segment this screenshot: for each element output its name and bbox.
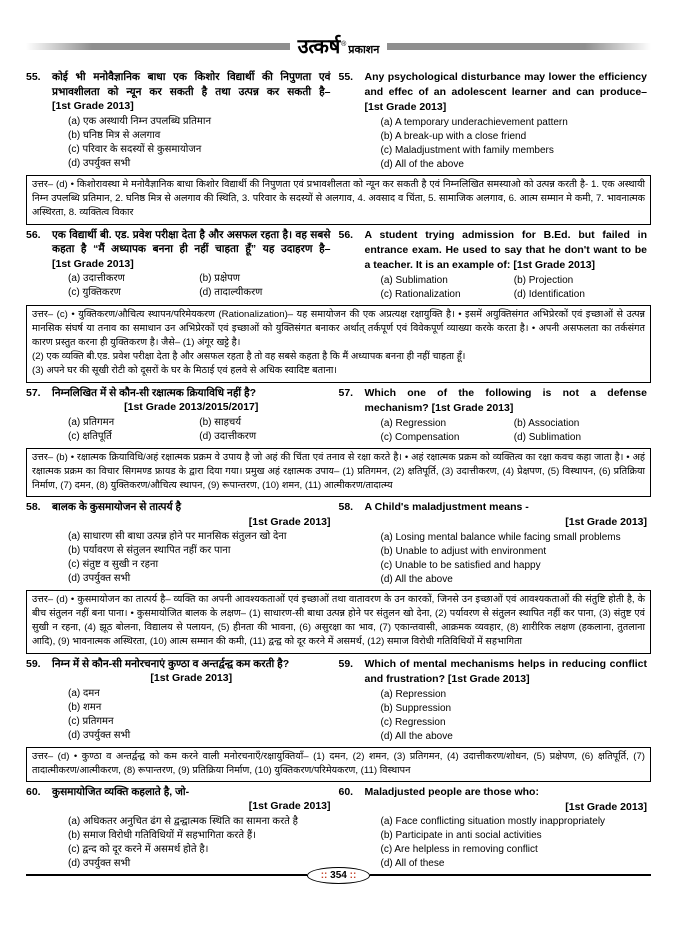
question-block-57 [26,386,651,445]
answer-explanation-56 [26,305,651,383]
option-item[interactable]: (d) तादाल्यीकरण [199,287,263,299]
option-item[interactable]: (d) उपर्युक्त सभी [68,857,131,869]
option-item[interactable]: (d) Identification [513,288,585,300]
option-list [52,272,331,300]
option-row [52,286,331,300]
question-55-english [339,70,652,172]
question-stem: कोई भी मनोवैज्ञानिक बाधा एक किशोर विद्यार्थी की निपुणता एवं प्रभावशीलता को न्यून कर सकती है तथा उत्पन्न कर सकती है– [1st Grade 2013] [52,71,331,112]
question-stem: कुसमायोजित व्यक्ति कहलाते है, जो- [52,785,190,798]
option-item[interactable]: (d) उपर्युक्त सभी [68,573,131,585]
option-item[interactable]: (a) Repression [380,688,447,700]
question-57-hindi [26,386,339,445]
question-number: 58. [26,501,41,514]
option-item[interactable]: (c) परिवार के सदस्यों से कुसमायोजन [68,143,202,155]
question-number: 60. [26,785,41,798]
exam-source-tag: [1st Grade 2013] [150,672,233,685]
option-item[interactable]: (d) उदात्तीकरण [199,430,257,442]
option-list [365,688,648,744]
option-item[interactable]: (c) द्वन्द को दूर करने में असमर्थ होते है। [68,843,209,855]
question-number: 57. [26,386,41,399]
option-item[interactable]: (b) समाज विरोधी गतिविधियों में सहभागिता करते हैं। [68,829,256,841]
question-58-english [339,500,652,587]
exam-source-tag: [1st Grade 2013] [364,101,447,113]
question-number: 58. [338,501,354,514]
question-block-59 [26,657,651,744]
option-item[interactable]: (c) Regression [380,716,446,728]
page-header [26,28,651,64]
option-item[interactable]: (a) एक अस्थायी निम्न उपलब्धि प्रतिमान [68,115,212,127]
answer-extra-line: (3) अपने घर की सूखी रोटी को दूसरों के घर के मिठाई एवं हलवे से अधिक स्वादिष्ट बताना। [32,365,338,377]
option-row [52,430,331,444]
page-dots-left: :: [320,869,328,881]
option-item[interactable]: (b) Projection [513,274,574,286]
page-footer [26,860,651,890]
answer-main: उत्तर– (c) • युक्तिकरण/औचित्य स्थापन/परिमेयकरण (Rationalization)– यह समायोजन की एक अप्रत्यक्ष रक्षायुक्ति है। • इसमें अयुक्तिसंगत अभिप्रेरकों एवं इच्छाओं से उत्पन्न मानसिक संघर्ष या तनाव का समाधान उन अभिप्रेरकों एवं इच्छाओं को युक्तिसंगत बनाकर अर्थात् तर्कपूर्ण एवं विवेकपूर्ण व्याख्या करके करता है। • अपनी असफलता का तर्कसंगत कारण प्रस्तुत करना ही युक्तिकरण है। जैसे– (1) अंगूर खट्टे है। [32,308,645,349]
answer-extra-line: (2) एक व्यक्ति बी.एड. प्रवेश परीक्षा देता है और असफल रहता है तो वह सबसे कहता है कि मैं अध्यापक बनना ही नहीं चाहता हूँ। [32,351,466,363]
question-58-hindi [26,500,339,587]
footer-rule-left [26,874,307,875]
option-list [52,115,331,171]
question-stem: Which one of the following is not a defense mechanism? [1st Grade 2013] [364,386,647,414]
option-item[interactable]: (d) All of the above [380,159,464,170]
option-item[interactable]: (a) Face conflicting situation mostly inappropriately [380,816,606,828]
question-number: 57. [338,386,354,399]
header-rule-left [26,43,290,50]
option-list [365,417,648,445]
question-block-58 [26,500,651,587]
question-stem: बालक के कुसमायोजन से तात्पर्य है [52,501,182,514]
exam-source-tag: [1st Grade 2013] [431,401,514,414]
option-item[interactable]: (c) युक्तिकरण [68,287,121,299]
exam-source-tag: [1st Grade 2013] [248,800,331,813]
question-56-hindi [26,228,339,302]
exam-source-tag: [1st Grade 2013] [447,672,530,685]
option-item[interactable]: (c) Unable to be satisfied and happy [380,559,541,571]
question-number: 55. [26,71,41,83]
option-item[interactable]: (b) A break-up with a close friend [380,131,527,142]
question-stem: Maladjusted people are those who: [364,785,539,798]
option-row [365,288,648,302]
option-item[interactable]: (b) पर्यावरण से संतुलन स्थापित नहीं कर पाना [68,545,231,557]
option-item[interactable]: (b) शमन [68,701,102,713]
question-stem: Any psychological disturbance may lower the efficiency and effec of an adolescent learner and can produce– [1st Grade 2013] [364,71,647,113]
option-list [365,274,648,302]
option-row [365,274,648,288]
option-list [52,687,331,743]
question-stem: A student trying admission for B.Ed. but failed in entrance exam. He used to say that he don't want to be a teacher. It is an example of: [1st Grade 2013] [364,228,647,271]
option-item[interactable]: (c) क्षतिपूर्ति [68,430,112,442]
option-item[interactable]: (b) घनिष्ठ मित्र से अलगाव [68,129,161,141]
option-list [52,530,331,586]
logo-sub-text: प्रकाशन [348,42,380,56]
exam-source-tag: [1st Grade 2013] [52,100,134,112]
option-item[interactable]: (c) संतुष्ट व सुखी न रहना [68,559,159,571]
answer-explanation-57: उत्तर– (b) • रक्षात्मक क्रियाविधि/अहं रक्षात्मक प्रक्रम वे उपाय है जो अहं की चिंता एवं तनाव से रक्षा करते है। • अहं रक्षात्मक प्रक्रम को व्यक्तित्व का रक्षा कवच कहा जाता है। • अहं रक्षात्मक प्रक्रम का विचार सिगमण्ड फ्रायड के द्वारा दिया गया। प्रमुख अहं रक्षात्मक उपाय– (1) प्रतिगमन, (2) क्षतिपूर्ति, (3) उदात्तीकरण, (4) प्रेक्षपण, (5) विस्थापन, (6) प्रतिक्रिया निर्माण, (7) दमन, (8) युक्तिकरण/औचित्य स्थापन, (9) रूपान्तरण, (10) शमन, (11) आत्मीकरण/तादात्म्य [26,448,651,498]
footer-rule-right [370,874,651,875]
question-number: 55. [338,71,354,83]
question-number: 59. [26,657,41,670]
option-item[interactable]: (d) All the above [380,573,453,585]
question-59-english [339,657,652,744]
question-stem: निम्न में से कौन-सी मनोरचनाएं कुण्ठा व अन्तर्द्वन्द्व कम करती है? [52,657,290,670]
question-block-56 [26,228,651,302]
page-number: 354 [330,869,347,881]
option-row [365,431,648,445]
option-list [365,116,648,172]
option-item[interactable]: (d) All of these [380,858,445,870]
option-item[interactable]: (b) Unable to adjust with environment [380,545,547,557]
option-item[interactable]: (c) Are helpless in removing conflict [380,844,538,856]
option-item[interactable]: (b) Suppression [380,702,452,714]
exam-source-tag: [1st Grade 2013] [52,257,134,270]
answer-explanation-59: उत्तर– (d) • कुण्ठा व अन्तर्द्वन्द्व को कम करने वाली मनोरचनाएँ/रक्षायुक्तियाँ– (1) दमन, (2) शमन, (3) प्रतिगमन, (4) उदात्तीकरण/शोधन, (5) प्रक्षेपण, (6) क्षतिपूर्ति, (7) तादात्मीकरण/आत्मीकरण, (8) रूपान्तरण, (9) प्रतिक्रिया निर्माण, (10) युक्तिकरण/परिमेयकरण, (11) विस्थापन [26,747,651,782]
option-item[interactable]: (a) प्रतिगमन [68,416,115,428]
exam-source-tag: [1st Grade 2013/2015/2017] [124,401,259,414]
question-stem: निम्नलिखित में से कौन-सी रक्षात्मक क्रियाविधि नहीं है? [52,386,257,399]
header-rule-right [387,43,651,50]
page-dots-right: :: [349,869,357,881]
option-row [365,417,648,431]
registered-mark-icon: ® [341,40,347,48]
answer-explanation-55: उत्तर– (d) • किशोरावस्था मे मनोवैज्ञानिक बाधा किशोर विद्यार्थी की निपुणता एवं प्रभावशीलता को न्यून कर सकती है एवं निम्नलिखित समस्याओ को उत्पन्न करती है- 1. एक अस्थायी निम्न उपलब्धि प्रतिमान, 2. घनिष्ठ मित्र से अलगाव की स्थिति, 3. परिवार के सदस्यों से अलगाव, 4. अवसाद व चिंता, 5. सामाजिक अलगाव, 6. आत्म सम्मान मे कमी, 7. भावनात्मक अस्थिरता, 8. व्यक्तित्व विकार [26,175,651,225]
question-stem: A Child's maladjustment means - [364,501,529,514]
question-60-hindi [26,785,339,872]
publisher-logo [290,33,388,58]
option-item[interactable]: (b) साहचर्य [199,416,242,428]
question-number: 60. [338,785,354,798]
option-item[interactable]: (a) Losing mental balance while facing small problems [380,531,621,543]
option-item[interactable]: (a) साधारण सी बाधा उत्पन्न होने पर मानसिक संतुलन खो देना [68,531,287,543]
question-number: 59. [338,657,354,670]
answer-explanation-58: उत्तर– (d) • कुसमायोजन का तात्पर्य है– व्यक्ति का अपनी आवश्यकताओं एवं इच्छाओं तथा वातावरण के उन कारकों, जिनसे उन इच्छाओं एवं आवश्यकताओं की संतुष्टि होती है, के बीच संतुलन नहीं बना पाना। • कुसमायोजित बालक के लक्षण– (1) साधारण-सी बाधा उत्पन्न होने पर संतुलन खो देना, (2) पर्यावरण से संतुलन स्थापित नहीं कर पाना, (3) संतुष्ट एवं सुखी न रहना, (4) झूठ बोलना, विद्यालय से पलायन, (5) हीनता की भावना, (6) असुरक्षा का भाव, (7) एकान्तवासी, आक्रमक व्यवहार, (8) शारीरिक लक्षण (हकलाना, तुतलाना आदि), (9) भावनात्मक अस्थिरता, (10) आत्म सम्मान की कमी, (11) द्वन्द्व को दूर करने में असमर्थ, (12) समाज विरोधी गतिविधियों में सहभागिता [26,590,651,654]
option-item[interactable]: (c) प्रतिगमन [68,715,114,727]
question-56-english [339,228,652,302]
option-item[interactable]: (d) उपर्युक्त सभी [68,729,131,741]
exam-source-tag: [1st Grade 2013] [513,258,596,271]
option-item[interactable]: (d) Sublimation [513,431,582,443]
option-item[interactable]: (b) Association [513,417,580,429]
option-row [52,272,331,286]
exam-source-tag: [1st Grade 2013] [565,516,647,529]
option-item[interactable]: (a) अधिकतर अनुचित ढंग से द्वन्द्वात्मक स्थिति का सामना करते है [68,815,298,827]
option-list [365,531,648,587]
logo-main-text: उत्कर्ष [297,33,341,58]
option-row [52,416,331,430]
option-item[interactable]: (b) प्रक्षेपण [199,273,241,285]
option-item[interactable]: (d) All the above [380,730,453,742]
question-number: 56. [338,228,354,241]
question-60-english [339,785,652,872]
option-list [52,416,331,444]
option-item[interactable]: (a) उदात्तीकरण [68,273,125,285]
question-block-60 [26,785,651,872]
option-item[interactable]: (a) A temporary underachievement pattern [380,117,568,128]
exam-source-tag: [1st Grade 2013] [248,515,331,528]
question-59-hindi [26,657,339,744]
option-item[interactable]: (c) Rationalization [380,288,461,300]
question-stem: एक विद्यार्थी बी. एड. प्रवेश परीक्षा देता है और असफल रहता है। वह सबसे कहता है “मैं अध्यापक बनना ही नहीं चाहता हूँ” यह उदाहरण है– [1st Grade 2013] [52,228,331,270]
option-item[interactable]: (c) Compensation [380,431,460,443]
question-block-55 [26,70,651,172]
option-item[interactable]: (c) Maladjustment with family members [380,145,554,156]
option-item[interactable]: (a) Regression [380,417,447,429]
option-item[interactable]: (b) Participate in anti social activities [380,830,542,842]
page-number-badge [307,867,371,884]
exam-source-tag: [1st Grade 2013] [565,800,647,813]
question-number: 56. [26,228,41,241]
option-item[interactable]: (a) Sublimation [380,274,448,286]
option-item[interactable]: (a) दमन [68,687,100,699]
question-stem: Which of mental mechanisms helps in reducing conflict and frustration? [1st Grade 2013] [364,657,647,685]
question-55-hindi [26,70,339,172]
option-item[interactable]: (d) उपर्युक्त सभी [68,157,131,169]
question-57-english [339,386,652,445]
